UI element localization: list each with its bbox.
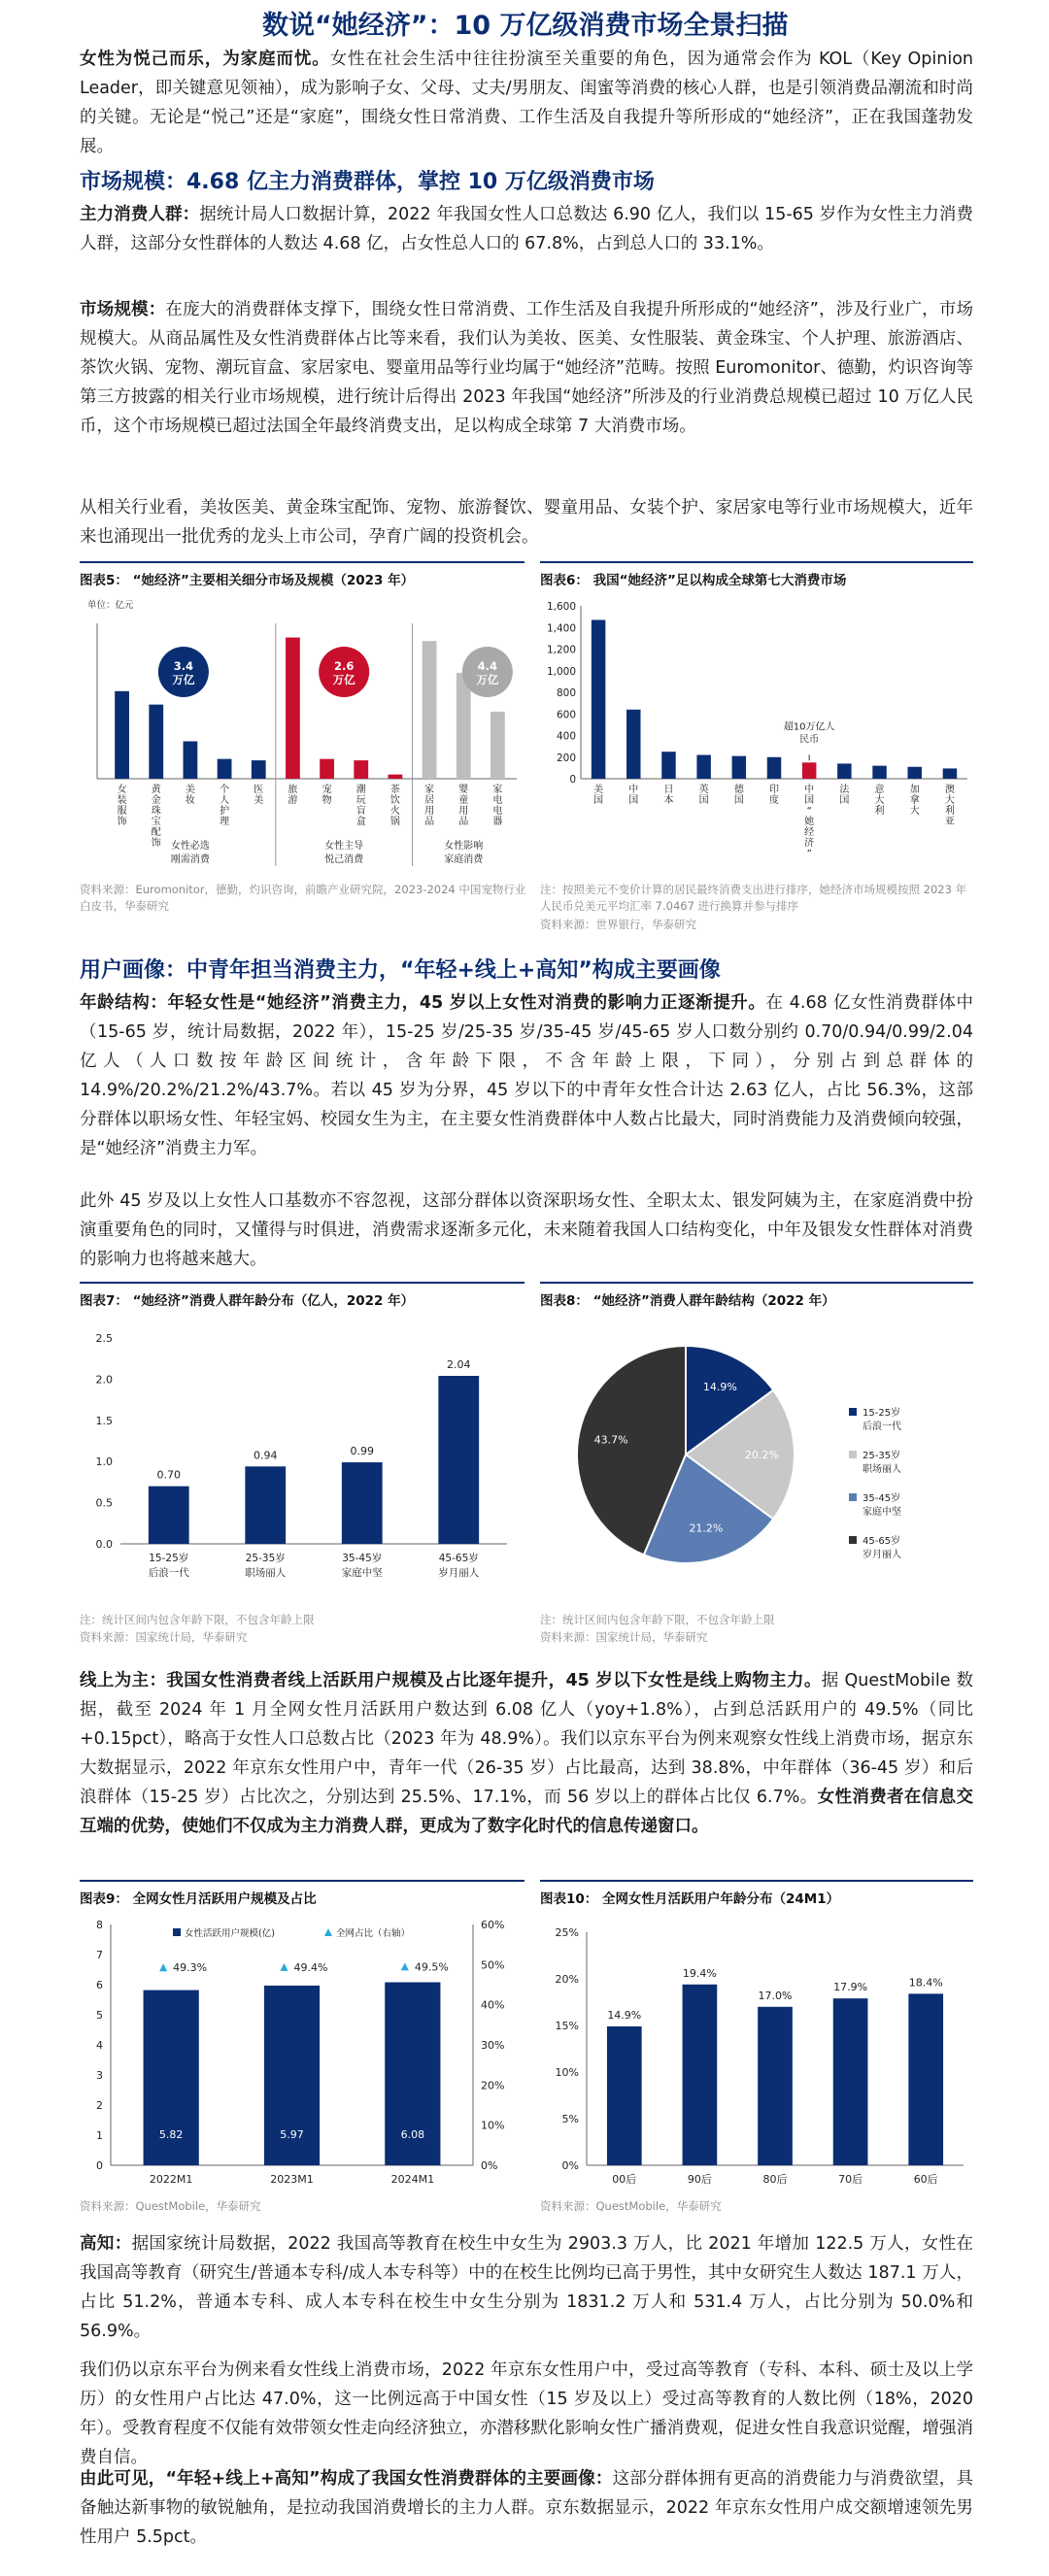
fig9-y-tick: 3: [96, 2069, 103, 2082]
fig5-group-label: 女性影响家庭消费: [444, 841, 484, 865]
fig7-y-tick: 0.0: [95, 1538, 113, 1551]
fig7-data-label: 0.70: [156, 1468, 181, 1482]
fig5-bar: [457, 673, 471, 779]
fig9-bar-label: 5.82: [158, 2128, 184, 2141]
fig5-category-label: 黄金珠宝配饰: [151, 785, 161, 849]
section-user-profile-title: 用户画像：中青年担当消费主力，“年轻+线上+高知”构成主要画像: [80, 958, 721, 983]
fig6-category-label: 中国: [628, 785, 639, 806]
fig9-chart: [80, 1913, 526, 2194]
fig9-title: 图表9： 全网女性月活跃用户规模及占比: [80, 1891, 317, 1907]
fig10-bar: [607, 2026, 642, 2165]
fig8-legend-swatch: [849, 1493, 857, 1501]
fig8-slice-label: 43.7%: [593, 1433, 628, 1447]
fig6-bar: [767, 757, 781, 779]
fig6-note: 注：按照美元不变价计算的居民最终消费支出进行排序，她经济市场规模按照 2023 年人民币兑美元平均汇率 7.0467 进行换算并参与排序: [540, 883, 967, 913]
section-market-size-title: 市场规模：4.68 亿主力消费群体，掌控 10 万亿级消费市场: [80, 170, 655, 194]
fig10-data-label: 19.4%: [682, 1966, 717, 1980]
p4-bold: 年龄结构：年轻女性是“她经济”消费主力，45 岁以上女性对消费的影响力正逐渐提升。: [80, 993, 766, 1013]
fig10-bar: [908, 1993, 943, 2165]
fig6-category-label: 英国: [698, 785, 709, 806]
fig9-y-tick: 1: [96, 2129, 103, 2142]
p1-bold: 主力消费人群：: [80, 205, 200, 224]
fig6-category-label: 印度: [769, 785, 779, 806]
fig8-chart: [540, 1319, 973, 1610]
fig8-note: 注：统计区间内包含年龄下限，不包含年龄上限: [540, 1613, 775, 1626]
fig10-y-tick: 15%: [555, 2020, 579, 2032]
fig9-category-label: 2024M1: [390, 2173, 435, 2186]
fig5-chart: [80, 594, 526, 876]
fig6-y-tick: 1,000: [546, 665, 576, 678]
fig9-legend-swatch-share: [324, 1928, 332, 1936]
fig7-data-label: 0.99: [350, 1445, 374, 1458]
fig9-y-tick: 4: [96, 2039, 103, 2052]
fig10-title: 图表10： 全网女性月活跃用户年龄分布（24M1）: [540, 1891, 840, 1907]
fig9-share-label: 49.5%: [414, 1960, 449, 1974]
fig5-rule: [80, 561, 524, 563]
fig6-category-label: 美国: [593, 785, 604, 806]
fig10-data-label: 17.9%: [833, 1981, 868, 1994]
fig8-legend-label: 35-45岁家庭中坚: [863, 1493, 901, 1518]
fig7-y-tick: 1.5: [95, 1414, 113, 1427]
fig10-chart: [540, 1913, 973, 2194]
fig7-category-label: 35-45岁家庭中坚: [341, 1553, 383, 1579]
fig7-category-label: 15-25岁后浪一代: [148, 1553, 189, 1579]
fig10-category-label: 60后: [913, 2173, 938, 2186]
fig5-bar: [252, 760, 266, 779]
fig9-y2-tick: 60%: [481, 1919, 505, 1931]
fig7-bar: [149, 1487, 189, 1544]
fig6-category-label: 德国: [733, 785, 744, 806]
p6-bold: 线上为主：我国女性消费者线上活跃用户规模及占比逐年提升，45 岁以下女性是线上购物主力。: [80, 1671, 822, 1690]
fig5-bar: [286, 638, 300, 779]
fig8-source: 资料来源：国家统计局，华泰研究: [540, 1630, 708, 1644]
page-title: 数说“她经济”：10 万亿级消费市场全景扫描: [262, 11, 789, 41]
fig10-source: 资料来源：QuestMobile，华泰研究: [540, 2199, 722, 2213]
paragraph-online: [80, 1666, 973, 1841]
fig8-slice-label: 21.2%: [689, 1522, 724, 1535]
fig6-chart: [540, 594, 973, 876]
paragraph-education: [80, 2229, 973, 2346]
fig6-y-tick: 1,400: [546, 622, 576, 635]
fig7-title: 图表7： “她经济”消费人群年龄分布（亿人，2022 年）: [80, 1293, 415, 1309]
fig9-rule: [80, 1880, 524, 1882]
fig10-data-label: 18.4%: [908, 1976, 943, 1990]
paragraph-industries: 从相关行业看，美妆医美、黄金珠宝配饰、宠物、旅游餐饮、婴童用品、女装个护、家居家电等行业市场规模大，近年来也涌现出一批优秀的龙头上市公司，孕育广阔的投资机会。: [80, 498, 973, 547]
fig6-y-tick: 400: [556, 730, 576, 743]
fig7-y-tick: 2.0: [95, 1373, 113, 1387]
fig5-bubble-4-4-label: 4.4 万亿: [476, 659, 499, 686]
fig9-y2-tick: 40%: [481, 1998, 505, 2012]
fig5-title: 图表5： “她经济”主要相关细分市场及规模（2023 年）: [80, 573, 415, 588]
fig9-y2-tick: 50%: [481, 1958, 505, 1972]
fig8-title: 图表8： “她经济”消费人群年龄结构（2022 年）: [540, 1293, 835, 1309]
fig9-share-label: 49.3%: [173, 1961, 208, 1975]
fig6-y-tick: 1,600: [546, 601, 576, 613]
fig10-data-label: 17.0%: [758, 1989, 793, 2002]
fig9-y-tick: 7: [96, 1949, 103, 1961]
fig10-category-label: 90后: [687, 2173, 712, 2186]
fig5-category-label: 医美: [254, 785, 264, 806]
p7-text: 据国家统计局数据，2022 我国高等教育在校生中女生为 2903.3 万人，比 2021 年增加 122.5 万人，女性在我国高等教育（研究生/普通本专科/成人本专科等）中的在校生比例均已高于男性，其中女研究生人数达 187.1 万人，占比 51.2%，普通本专科、成人本专科在校生中女生分别为 1831.2 万人和 531.4 万人，占比分别为 50.0%和 56.9%。: [80, 2234, 974, 2341]
fig6-category-label: 意大利: [874, 785, 885, 817]
fig5-bubble-2-6-label: 2.6 万亿: [332, 659, 355, 686]
fig9-y-tick: 6: [96, 1979, 103, 1991]
fig10-y-tick: 0%: [561, 2159, 579, 2172]
fig6-bar: [661, 752, 675, 779]
fig10-y-tick: 5%: [561, 2113, 579, 2125]
fig5-group-label: 女性主导悦己消费: [324, 841, 364, 865]
fig6-y-tick: 1,200: [546, 644, 576, 656]
fig5-group-label: 女性必选刚需消费: [170, 841, 210, 865]
fig10-category-label: 80后: [762, 2173, 788, 2186]
fig7-data-label: 2.04: [447, 1358, 471, 1372]
paragraph-jd-education: 我们仍以京东平台为例来看女性线上消费市场，2022 年京东女性用户中，受过高等教育（专科、本科、硕士及以上学历）的女性用户占比达 47.0%，这一比例远高于中国女性（15 岁及以上）受过高等教育的人数比例（18%，2020 年）。受教育程度不仅能有效带领女性走向经济独立，亦潜移默化影响女性广播消费观，促进女性自我意识觉醒，增强消费自信。: [80, 2360, 973, 2467]
fig9-y-tick: 2: [96, 2099, 103, 2112]
fig7-data-label: 0.94: [254, 1449, 278, 1462]
p9-text: 这部分群体拥有更高的消费能力与消费欲望，具备触达新事物的敏锐触角，是拉动我国消费增长的主力人群。京东数据显示，2022 年京东女性用户成交额增速领先男性用户 5.5pct。: [80, 2469, 974, 2547]
fig9-legend-label: 女性活跃用户规模(亿): [185, 1928, 275, 1939]
fig7-y-tick: 1.0: [95, 1455, 113, 1469]
fig6-y-tick: 600: [556, 709, 576, 721]
fig7-bar: [245, 1466, 286, 1544]
fig5-category-label: 美妆: [185, 785, 195, 806]
fig7-category-label: 45-65岁岁月丽人: [438, 1553, 480, 1579]
fig9-category-label: 2023M1: [270, 2173, 314, 2186]
fig9-y-tick: 5: [96, 2009, 103, 2022]
fig9-category-label: 2022M1: [149, 2173, 193, 2186]
fig5-category-label: 宠物: [321, 785, 332, 806]
p4-text: 在 4.68 亿女性消费群体中（15-65 岁，统计局数据，2022 年），15-25 岁/25-35 岁/35-45 岁/45-65 岁人口数分别约 0.70/0.94/0.99/2.04 亿人（人口数按年龄区间统计，含年龄下限，不含年龄上限，下同），分别占到总群体的 14.9%/20.2%/21.2%/43.7%。若以 45 岁为分界，45 岁以下的中青年女性合计达 2.63 亿人，占比 56.3%，这部分群体以职场女性、年轻宝妈、校园女生为主，在主要女性消费群体中人数占比最大，同时消费能力及消费倾向较强，是“她经济”消费主力军。: [80, 993, 973, 1158]
fig9-share-marker: [281, 1963, 288, 1971]
fig10-category-label: 70后: [838, 2173, 863, 2186]
fig6-bar: [943, 768, 957, 779]
fig9-share-label: 49.4%: [293, 1960, 328, 1974]
fig7-y-tick: 0.5: [95, 1496, 113, 1510]
paragraph-age-structure: [80, 988, 973, 1163]
fig6-bar: [837, 763, 851, 779]
p2-text: 在庞大的消费群体支撑下，围绕女性日常消费、工作生活及自我提升所形成的“她经济”，涉及行业广，市场规模大。从商品属性及女性消费群体占比等来看，我们认为美妆、医美、女性服装、黄金珠宝、个人护理、旅游酒店、茶饮火锅、宠物、潮玩盲盒、家居家电、婴童用品等行业均属于“她经济”范畴。按照 Euromonitor、德勤，灼识咨询等第三方披露的相关行业市场规模，进行统计后得出 2023 年我国“她经济”所涉及的行业消费总规模已超过 10 万亿人民币，这个市场规模已超过法国全年最终消费支出，足以构成全球第 7 大消费市场。: [80, 300, 973, 436]
fig7-y-tick: 2.5: [95, 1332, 113, 1345]
fig5-category-label: 潮玩盲盒: [355, 785, 366, 827]
fig5-bar: [115, 691, 129, 779]
fig5-bar: [149, 705, 163, 779]
fig5-bar: [184, 741, 198, 779]
fig5-bar: [389, 775, 403, 779]
p1-text: 据统计局人口数据计算，2022 年我国女性人口总数达 6.90 亿人，我们以 15-65 岁作为女性主力消费人群，这部分女性群体的人数达 4.68 亿，占女性总人口的 67.8%，占到总人口的 33.1%。: [80, 205, 973, 253]
fig8-legend-swatch: [849, 1536, 857, 1544]
fig5-bar: [354, 760, 368, 779]
intro-text: 女性在社会生活中往往扮演至关重要的角色，因为通常会作为 KOL（Key Opinion Leader，即关键意见领袖），成为影响子女、父母、丈夫/男朋友、闺蜜等消费的核心人群，也是引领消费品潮流和时尚的关键。无论是“悦己”还是“家庭”，围绕女性日常消费、工作生活及自我提升等所形成的“她经济”，正在我国蓬勃发展。: [80, 50, 974, 156]
fig10-data-label: 14.9%: [607, 2008, 642, 2022]
fig9-y2-tick: 20%: [481, 2079, 505, 2092]
p9-bold: 由此可见，“年轻+线上+高知”构成了我国女性消费群体的主要画像：: [80, 2469, 613, 2489]
fig5-bar: [423, 641, 437, 779]
fig9-share-marker: [159, 1963, 167, 1971]
fig9-y2-tick: 10%: [481, 2119, 505, 2132]
fig8-slice-label: 14.9%: [702, 1381, 737, 1394]
fig9-y2-tick: 0%: [481, 2159, 498, 2172]
fig9-share-marker: [401, 1962, 409, 1970]
fig9-y-tick: 8: [96, 1919, 103, 1931]
fig6-y-tick: 800: [556, 687, 576, 699]
fig6-category-label: 日本: [663, 785, 674, 806]
fig10-bar: [833, 1998, 868, 2165]
fig6-bar: [872, 766, 886, 779]
paragraph-45plus: 此外 45 岁及以上女性人口基数亦不容忽视，这部分群体以资深职场女性、全职太太、银发阿姨为主，在家庭消费中扮演重要角色的同时，又懂得与时俱进，消费需求逐渐多元化，未来随着我国人口结构变化，中年及银发女性群体对消费的影响力也将越来越大。: [80, 1191, 973, 1269]
fig6-rule: [540, 561, 973, 563]
fig6-category-label: 中国“她经济”: [804, 785, 815, 859]
fig6-bar: [907, 767, 921, 779]
fig5-bar: [218, 759, 232, 779]
fig10-rule: [540, 1880, 973, 1882]
fig6-category-label: 澳大利亚: [944, 785, 955, 827]
fig5-bubble-3-4-label: 3.4 万亿: [172, 659, 195, 686]
fig8-legend-label: 15-25岁后浪一代: [863, 1408, 901, 1432]
fig6-bar: [802, 762, 816, 779]
fig6-y-tick: 0: [569, 774, 576, 786]
fig10-y-tick: 25%: [555, 1926, 579, 1939]
fig5-bar: [491, 712, 505, 779]
fig8-legend-label: 25-35岁职场丽人: [863, 1451, 901, 1475]
fig7-category-label: 25-35岁职场丽人: [245, 1553, 287, 1579]
fig5-unit: 单位：亿元: [87, 600, 134, 611]
p6-bold2: 女性消费者在信息交互端的优势，使她们不仅成为主力消费人群，更成为了数字化时代的信息传递窗口。: [80, 1788, 974, 1836]
fig8-legend-label: 45-65岁岁月丽人: [863, 1536, 901, 1560]
intro-paragraph: [80, 45, 973, 161]
fig8-slice-label: 20.2%: [744, 1449, 779, 1461]
paragraph-conclusion: [80, 2464, 973, 2552]
fig5-category-label: 家居用品: [424, 785, 435, 827]
fig6-annotation: 超10万亿人民币: [783, 721, 835, 746]
fig9-y-tick: 0: [96, 2159, 103, 2172]
fig9-bar-label: 6.08: [400, 2128, 425, 2141]
fig7-bar: [342, 1462, 383, 1544]
p2-bold: 市场规模：: [80, 300, 166, 319]
fig8-legend-swatch: [849, 1451, 857, 1458]
intro-bold: 女性为悦己而乐，为家庭而忧。: [80, 50, 330, 69]
fig8-legend-swatch: [849, 1408, 857, 1416]
fig7-chart: [80, 1319, 526, 1610]
fig9-source: 资料来源：QuestMobile，华泰研究: [80, 2199, 261, 2213]
fig10-bar: [758, 2007, 793, 2165]
fig6-title: 图表6： 我国“她经济”足以构成全球第七大消费市场: [540, 573, 847, 588]
fig9-bar-label: 5.97: [280, 2128, 304, 2141]
fig10-y-tick: 20%: [555, 1973, 579, 1986]
fig9-legend-label: 全网占比（右轴）: [336, 1928, 411, 1939]
fig10-category-label: 00后: [612, 2173, 637, 2186]
fig6-bar: [592, 619, 605, 779]
p6-text: 据 QuestMobile 数据，截至 2024 年 1 月全网女性月活跃用户数达到 6.08 亿人（yoy+1.8%），占到总活跃用户的 49.5%（同比+0.15pct），略高于女性人口总数占比（2023 年为 48.9%）。我们以京东平台为例来观察女性线上消费市场，据京东大数据显示，2022 年京东女性用户中，青年一代（26-35 岁）占比最高，达到 38.8%，中年群体（36-45 岁）和后浪群体（15-25 岁）占比次之，分别达到 25.5%、17.1%，而 56 岁以上的群体占比仅 6.7%。: [80, 1671, 973, 1807]
fig5-category-label: 个人护理: [220, 785, 230, 827]
fig7-bar: [438, 1376, 479, 1544]
fig6-bar: [696, 755, 710, 779]
fig5-category-label: 茶饮火锅: [389, 785, 400, 827]
fig7-rule: [80, 1282, 524, 1284]
fig7-source: 资料来源：国家统计局，华泰研究: [80, 1630, 248, 1644]
fig10-bar: [683, 1985, 718, 2165]
paragraph-main-consumers: [80, 200, 973, 258]
fig5-category-label: 婴童用品: [458, 785, 469, 827]
fig10-y-tick: 10%: [555, 2066, 579, 2079]
fig5-category-label: 旅游: [288, 785, 298, 806]
fig8-rule: [540, 1282, 973, 1284]
fig9-y2-tick: 30%: [481, 2039, 505, 2052]
fig6-category-label: 法国: [839, 785, 850, 806]
fig9-legend-swatch-bar: [173, 1928, 181, 1936]
fig6-source: 资料来源：世界银行，华泰研究: [540, 918, 696, 931]
fig5-source: 资料来源：Euromonitor，德勤，灼识咨询，前瞻产业研究院，2023-2024 中国宠物行业白皮书，华泰研究: [80, 883, 526, 913]
fig5-category-label: 女装服饰: [117, 785, 127, 827]
fig6-bar: [626, 710, 640, 779]
paragraph-market-scale: [80, 295, 973, 441]
p7-bold: 高知：: [80, 2234, 132, 2254]
fig5-bar: [320, 759, 334, 779]
fig7-note: 注：统计区间内包含年龄下限，不包含年龄上限: [80, 1613, 315, 1626]
fig6-bar: [732, 756, 746, 779]
fig6-category-label: 加拿大: [909, 785, 920, 817]
fig5-category-label: 家电电器: [492, 785, 503, 827]
fig6-y-tick: 200: [556, 752, 576, 764]
